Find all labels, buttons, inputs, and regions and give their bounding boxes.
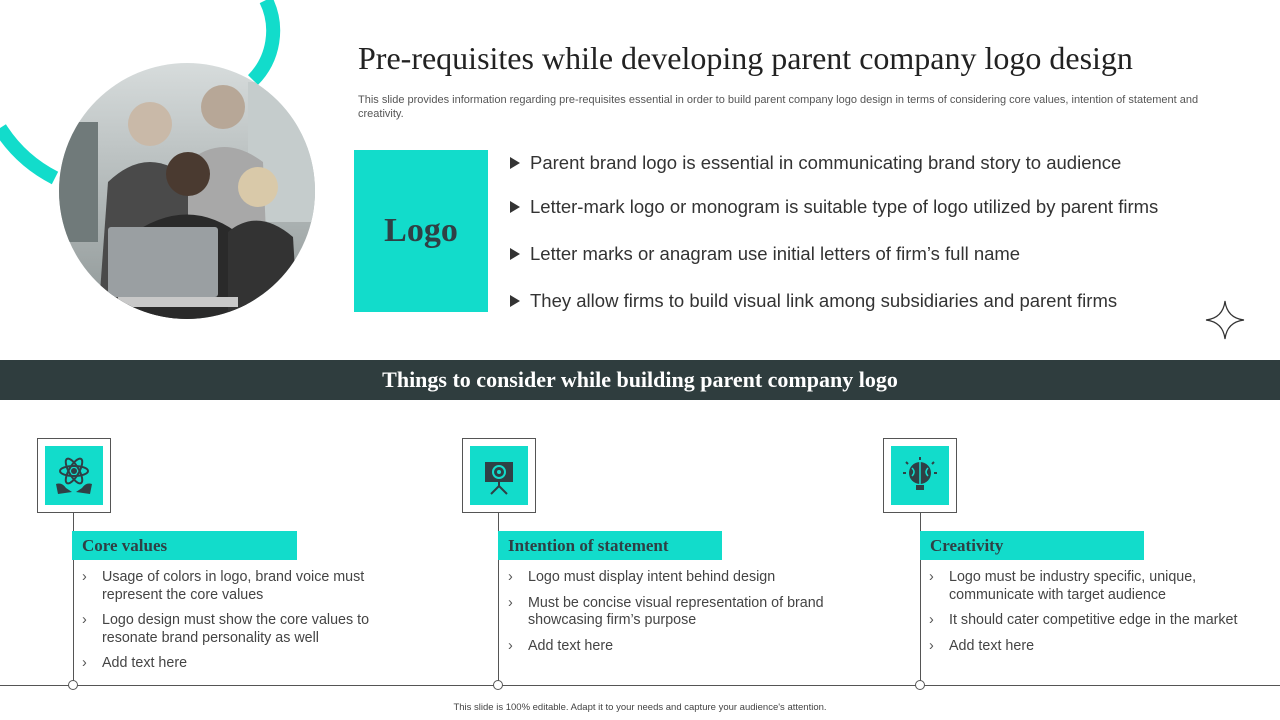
creativity-list [929,569,1269,663]
bullet-item [510,152,1121,174]
list-item-text: Logo must display intent behind design [528,569,776,585]
intention-icon-frame [462,438,536,513]
section-banner [0,360,1280,400]
column-heading-text: Creativity [930,535,1004,555]
chevron-right-icon: › [82,612,87,628]
bullet-item [510,243,1020,265]
chevron-right-icon: › [82,569,87,585]
list-item-text: Add text here [102,655,188,671]
creativity-icon-frame [883,438,957,513]
bullet-text: Letter marks or anagram use initial letters of firm’s full name [530,243,1021,264]
list-item-text: Logo must be industry specific, unique, communicate with target audience [949,569,1197,603]
bullet-item [510,196,1158,218]
list-item [82,612,392,647]
chevron-right-icon: › [508,569,513,585]
list-item [508,569,848,587]
page-title: Pre-requisites while developing parent company logo design [358,40,1133,76]
presentation-target-icon [470,446,528,505]
bullet-text: They allow firms to build visual link among subsidiaries and parent firms [530,290,1118,311]
bullet-text: Letter-mark logo or monogram is suitable type of logo utilized by parent firms [530,196,1159,217]
logo-label: Logo [384,212,458,249]
intention-list [508,569,848,663]
triangle-bullet-icon [510,157,520,169]
creativity-heading [920,531,1144,560]
list-item-text: Add text here [528,637,614,654]
list-item-text: Logo design must show the core values to resonate brand personality as well [102,612,370,646]
logo-box [354,150,488,312]
chevron-right-icon: › [929,612,934,628]
triangle-bullet-icon [510,201,520,213]
bullet-item [510,290,1117,312]
chevron-right-icon: › [929,569,934,585]
timeline-dot [493,680,503,690]
banner-title: Things to consider while building parent company logo [382,367,898,392]
list-item-text: It should cater competitive edge in the market [949,612,1238,628]
bullet-text: Parent brand logo is essential in communicating brand story to audience [530,152,1122,173]
footer-note: This slide is 100% editable. Adapt it to your needs and capture your audience's attention. [453,702,827,713]
intention-heading [498,531,722,560]
list-item-text: Add text here [949,637,1035,654]
chevron-right-icon: › [929,637,934,654]
core-values-heading [72,531,297,560]
atom-hands-icon [45,446,103,505]
team-photo [58,62,316,320]
list-item [508,595,848,630]
list-item [929,569,1269,604]
page-subtitle: This slide provides information regarding pre-requisites essential in order to build parent company logo design in terms of considering core values, intention of statement and creativity. [358,94,1199,120]
chevron-right-icon: › [508,637,513,654]
triangle-bullet-icon [510,295,520,307]
list-item [929,638,1269,656]
sparkle-icon [1205,300,1245,340]
core-values-list [82,569,392,681]
chevron-right-icon: › [508,594,513,611]
list-item [508,638,848,656]
column-heading-text: Core values [82,535,168,555]
timeline-dot [915,680,925,690]
core-values-icon-frame [37,438,111,513]
timeline-dot [68,680,78,690]
list-item-text: Must be concise visual representation of brand showcasing firm’s purpose [528,594,824,628]
chevron-right-icon: › [82,655,87,671]
list-item-text: Usage of colors in logo, brand voice must represent the core values [102,569,365,603]
list-item [929,612,1269,630]
brain-bulb-icon [891,446,949,505]
list-item [82,569,392,604]
column-heading-text: Intention of statement [508,535,669,555]
triangle-bullet-icon [510,248,520,260]
list-item [82,655,392,673]
timeline-baseline [0,685,1280,686]
